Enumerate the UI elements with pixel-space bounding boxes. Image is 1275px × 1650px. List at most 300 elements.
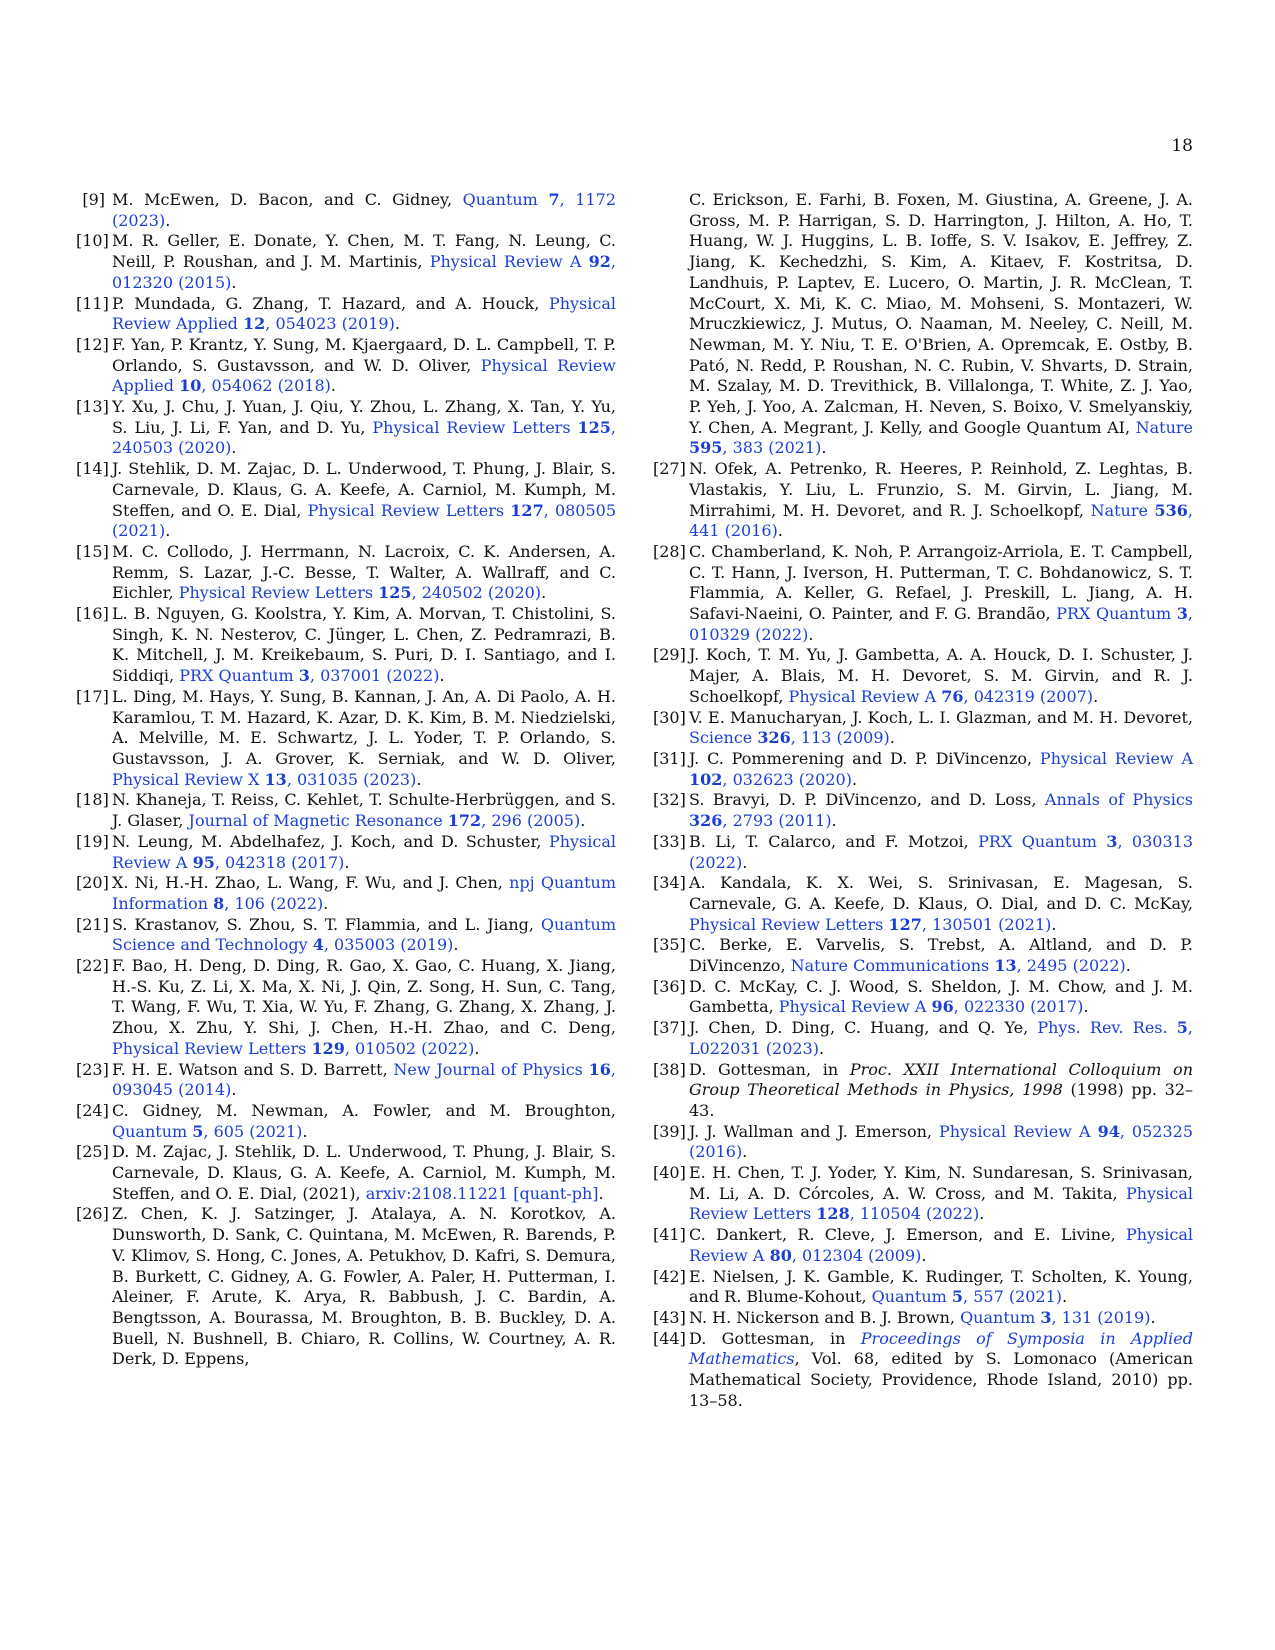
pages-year: , 2495 (2022) — [1016, 956, 1126, 976]
pages-year: , 605 (2021) — [203, 1121, 303, 1141]
reference-number: [23] — [76, 1059, 109, 1079]
period: . — [1125, 956, 1131, 976]
period: . — [742, 1142, 748, 1162]
period: . — [1062, 1287, 1068, 1307]
journal-name: PRX Quantum — [1056, 604, 1172, 624]
reference-authors: C. Erickson, E. Farhi, B. Foxen, M. Giustina, A. Greene, J. A. Gross, M. P. Harrigan, S. D. Harrington, J. Hilton, A. Ho, T. Huang, W. J. Huggins, L. B. Ioffe, S. V. Isakov, E. Jeffrey, Z. Jiang, K. Kechedzhi, S. Kim, A. Kitaev, F. Kostritsa, D. Landhuis, P. Laptev, E. Lucero, O. Martin, J. R. McClean, T. McCourt, X. Mi, K. C. Miao, M. Mohseni, S. Montazeri, W. Mruczkiewicz, J. Mutus, O. Naaman, M. Neeley, C. Neill, M. Newman, M. Y. Niu, T. E. O'Brien, A. Opremcak, E. Ostby, B. Pató, N. Redd, P. Roushan, N. C. Rubin, V. Shvarts, D. Strain, M. Szalay, M. D. Trevithick, B. Villalonga, T. White, Z. J. Yao, P. Yeh, J. Yoo, A. Zalcman, H. Neven, S. Boixo, V. Smelyanskiy, Y. Chen, A. Megrant, J. Kelly, and Google Quantum AI, — [689, 190, 1193, 437]
reference-authors: C. Chamberland, K. Noh, P. Arrangoiz-Arriola, E. T. Campbell, C. T. Hann, J. Iverson, H. Putterman, T. C. Bohdanowicz, S. T. Flammia, A. Keller, G. Refael, J. Preskill, L. Jiang, A. H. Safavi-Naeini, O. Painter, and F. G. Brandão, — [689, 541, 1193, 624]
reference-entry — [653, 459, 1193, 542]
reference-number: [21] — [76, 914, 109, 934]
reference-authors: D. Gottesman, in — [689, 1328, 861, 1348]
period: . — [979, 1204, 985, 1224]
journal-name: Physical Review X — [112, 769, 260, 789]
reference-entry — [76, 832, 616, 873]
period: . — [439, 666, 445, 686]
reference-number: [29] — [653, 645, 686, 665]
journal-name: Physical Review Applied — [112, 293, 616, 334]
reference-text — [689, 935, 1193, 976]
journal-name: Annals of Physics — [1044, 790, 1194, 810]
reference-authors: J. J. Wallman and J. Emerson, — [689, 1121, 940, 1141]
journal-name: Nature — [1135, 417, 1193, 437]
journal-name: Nature — [1090, 500, 1148, 520]
reference-text — [112, 873, 616, 914]
reference-authors: E. H. Chen, T. J. Yoder, Y. Kim, N. Sundaresan, S. Srinivasan, M. Li, A. D. Córcoles, A. W. Cross, and M. Takita, — [689, 1163, 1193, 1203]
reference-number: [41] — [653, 1225, 686, 1245]
reference-entry — [653, 1308, 1193, 1329]
reference-entry — [653, 1225, 1193, 1266]
reference-text — [689, 1060, 1193, 1122]
reference-authors: C. Gidney, M. Newman, A. Fowler, and M. Broughton, — [112, 1100, 616, 1120]
reference-entry — [76, 542, 616, 604]
volume-number: 326 — [689, 811, 723, 831]
reference-entry — [76, 459, 616, 542]
journal-name: Physical Review A — [689, 1225, 1193, 1265]
pages-year: , 054062 (2018) — [201, 376, 331, 396]
volume-number: 125 — [577, 417, 611, 437]
page-number: 18 — [1171, 136, 1193, 156]
reference-entry — [76, 1101, 616, 1142]
reference-text — [112, 687, 616, 791]
reference-entry — [653, 1163, 1193, 1225]
reference-number: [20] — [76, 873, 109, 893]
period: . — [831, 811, 837, 831]
reference-text — [689, 1225, 1193, 1266]
reference-entry — [76, 231, 616, 293]
reference-number: [42] — [653, 1266, 686, 1286]
volume-number: 3 — [1176, 604, 1188, 624]
pages-year: , 110504 (2022) — [849, 1204, 980, 1224]
period: . — [1150, 1307, 1156, 1327]
volume-number: 326 — [757, 728, 791, 748]
volume-number: 3 — [1106, 831, 1118, 851]
period: . — [777, 521, 783, 541]
reference-authors: L. Ding, M. Hays, Y. Sung, B. Kannan, J. An, A. Di Paolo, A. H. Karamlou, T. M. Hazard, K. Azar, D. K. Kim, B. M. Niedzielski, A. Melville, M. E. Schwartz, J. L. Yoder, T. P. Orlando, S. Gustavsson, J. A. Grover, K. Serniak, and W. D. Oliver, — [112, 686, 616, 768]
pages-year: , 032623 (2020) — [722, 769, 852, 789]
volume-number: 129 — [311, 1038, 345, 1058]
volume-number: 95 — [192, 852, 215, 872]
reference-entry — [653, 749, 1193, 790]
volume-number: 5 — [192, 1121, 204, 1141]
reference-authors: M. McEwen, D. Bacon, and C. Gidney, — [112, 190, 463, 209]
reference-entry — [76, 604, 616, 687]
reference-authors: Y. Xu, J. Chu, J. Yuan, J. Qiu, Y. Zhou, L. Zhang, X. Tan, Y. Yu, S. Liu, J. Li, F. Yan, and D. Yu, — [112, 397, 616, 437]
reference-entry — [76, 873, 616, 914]
reference-authors: N. H. Nickerson and B. J. Brown, — [689, 1307, 961, 1327]
reference-text — [689, 542, 1193, 646]
reference-authors: N. Ofek, A. Petrenko, R. Heeres, P. Reinhold, Z. Leghtas, B. Vlastakis, Y. Liu, L. Frunzio, S. M. Girvin, L. Jiang, M. Mirrahimi, M. H. Devoret, and R. J. Schoelkopf, — [689, 459, 1193, 520]
volume-number: 76 — [941, 686, 964, 706]
pages-year: , 010502 (2022) — [344, 1038, 475, 1058]
period: . — [819, 1038, 825, 1058]
pages-year: , 441 (2016) — [689, 500, 1194, 541]
reference-entry — [76, 190, 616, 231]
reference-entry — [653, 645, 1193, 707]
proceedings-title: Proceedings of Symposia in Applied Mathematics — [689, 1328, 1193, 1369]
period: . — [231, 272, 237, 292]
journal-name: Phys. Rev. Res. — [1037, 1018, 1168, 1038]
reference-number: [16] — [76, 604, 109, 624]
reference-text — [112, 1204, 616, 1370]
reference-text — [112, 1101, 616, 1142]
reference-entry — [76, 1060, 616, 1101]
period: . — [231, 1080, 237, 1100]
volume-number: 10 — [179, 376, 202, 396]
period: . — [851, 769, 858, 789]
reference-text — [689, 1308, 1193, 1329]
pages-year: , 012304 (2009) — [791, 1245, 922, 1265]
reference-text — [689, 1122, 1193, 1163]
references-left-column — [76, 190, 616, 1370]
pages-year: , 106 (2022) — [224, 893, 324, 913]
pages-year: , 042319 (2007) — [963, 686, 1094, 706]
reference-authors: C. Berke, E. Varvelis, S. Trebst, A. Altland, and D. P. DiVincenzo, — [689, 935, 1193, 976]
reference-text — [689, 1329, 1193, 1412]
volume-number: 127 — [510, 500, 544, 520]
journal-link[interactable] — [960, 1308, 1150, 1327]
journal-name: Physical Review A — [1039, 748, 1193, 768]
reference-entry — [653, 935, 1193, 976]
reference-authors: S. Krastanov, S. Zhou, S. T. Flammia, and L. Jiang, — [112, 914, 541, 934]
reference-number: [13] — [76, 397, 109, 417]
reference-authors: J. Koch, T. M. Yu, J. Gambetta, A. A. Houck, D. I. Schuster, J. Majer, A. Blais, M. H. Devoret, S. M. Girvin, and R. J. Schoelkopf, — [689, 645, 1193, 706]
period: . — [541, 583, 547, 603]
reference-number: [43] — [653, 1307, 686, 1327]
reference-authors: J. Chen, D. Ding, C. Huang, and Q. Ye, — [689, 1018, 1038, 1038]
reference-entry — [653, 977, 1193, 1018]
reference-text — [689, 1018, 1193, 1059]
reference-entry — [653, 542, 1193, 646]
reference-number: [27] — [653, 459, 686, 479]
period: . — [808, 624, 814, 644]
reference-number: [36] — [653, 976, 686, 996]
reference-text — [112, 1142, 616, 1204]
journal-link[interactable] — [791, 956, 1126, 975]
reference-number: [33] — [653, 831, 686, 851]
period: . — [394, 314, 400, 334]
reference-number: [37] — [653, 1018, 686, 1038]
pages-year: , 054023 (2019) — [265, 314, 395, 334]
reference-text — [112, 190, 616, 231]
period: . — [323, 893, 329, 913]
reference-authors: M. C. Collodo, J. Herrmann, N. Lacroix, C. K. Andersen, A. Remm, S. Lazar, J.-C. Besse, T. Walter, A. Wallraff, and C. Eichler, — [112, 541, 616, 603]
reference-authors: S. Bravyi, D. P. DiVincenzo, and D. Loss, — [689, 790, 1045, 810]
reference-number: [35] — [653, 935, 686, 955]
pages-year: , 030313 (2022) — [689, 831, 1194, 872]
journal-link[interactable] — [112, 1122, 302, 1141]
volume-number: 3 — [298, 666, 310, 686]
journal-name: npj Quantum Information — [112, 873, 616, 913]
reference-text — [689, 873, 1193, 935]
reference-number: [30] — [653, 707, 686, 727]
period: . — [330, 376, 336, 396]
volume-number: 80 — [769, 1245, 792, 1265]
journal-name: Physical Review A — [778, 997, 927, 1017]
pages-year: , 383 (2021) — [722, 438, 822, 458]
reference-entry — [76, 335, 616, 397]
journal-name: Science — [689, 728, 753, 748]
reference-text — [112, 1060, 616, 1101]
reference-authors: C. Dankert, R. Cleve, J. Emerson, and E. Livine, — [689, 1225, 1126, 1245]
pages-year: , 031035 (2023) — [286, 769, 417, 789]
references-right-column — [653, 190, 1193, 1411]
reference-text — [112, 832, 616, 873]
journal-name: Quantum — [462, 190, 538, 209]
volume-number: 125 — [378, 583, 412, 603]
publication-details: (1998) pp. 32–43. — [689, 1080, 1194, 1120]
reference-entry — [653, 790, 1193, 831]
volume-number: 16 — [588, 1059, 611, 1079]
period: . — [416, 769, 422, 789]
journal-name: Physical Review A — [788, 686, 937, 706]
reference-text — [112, 231, 616, 293]
volume-number: 127 — [888, 914, 922, 934]
pages-year: , 113 (2009) — [790, 728, 890, 748]
reference-text — [112, 790, 616, 831]
reference-text — [689, 1267, 1193, 1308]
pages-year: , 035003 (2019) — [323, 935, 454, 955]
reference-text — [112, 459, 616, 542]
reference-authors: B. Li, T. Calarco, and F. Motzoi, — [689, 831, 979, 851]
volume-number: 595 — [689, 438, 723, 458]
journal-link[interactable] — [189, 811, 581, 830]
reference-text — [689, 459, 1193, 542]
reference-authors: V. E. Manucharyan, J. Koch, L. I. Glazman, and M. H. Devoret, — [689, 707, 1193, 727]
reference-authors: P. Mundada, G. Zhang, T. Hazard, and A. Houck, — [112, 293, 549, 313]
volume-number: 102 — [689, 769, 723, 789]
reference-authors: J. C. Pommerening and D. P. DiVincenzo, — [689, 748, 1040, 768]
period: . — [231, 438, 237, 458]
reference-number: [39] — [653, 1121, 686, 1141]
reference-number: [40] — [653, 1163, 686, 1183]
journal-link[interactable] — [179, 666, 439, 685]
reference-authors: E. Nielsen, J. K. Gamble, K. Rudinger, T. Scholten, K. Young, and R. Blume-Kohout, — [689, 1266, 1193, 1307]
journal-name: Journal of Magnetic Resonance — [188, 811, 443, 831]
period: . — [889, 728, 895, 748]
reference-authors: L. B. Nguyen, G. Koolstra, Y. Kim, A. Morvan, T. Chistolini, S. Singh, K. N. Nesterov, C. Jünger, L. Chen, Z. Pedramrazi, B. K. Mitchell, J. M. Kreikebaum, S. Puri, D. I. Santiago, and I. Siddiqi, — [112, 604, 616, 686]
period: . — [598, 1183, 604, 1203]
period: . — [302, 1121, 308, 1141]
pages-year: , 052325 (2016) — [689, 1121, 1194, 1162]
reference-entry — [76, 790, 616, 831]
reference-entry — [653, 1122, 1193, 1163]
volume-number: 8 — [213, 893, 225, 913]
reference-number: [44] — [653, 1328, 686, 1348]
reference-entry — [653, 832, 1193, 873]
reference-number: [34] — [653, 873, 686, 893]
period: . — [474, 1038, 480, 1058]
reference-text — [112, 294, 616, 335]
journal-link[interactable] — [779, 997, 1084, 1016]
reference-number: [24] — [76, 1100, 109, 1120]
volume-number: 13 — [994, 956, 1017, 976]
reference-entry — [653, 1267, 1193, 1308]
reference-number: [15] — [76, 541, 109, 561]
reference-number: [10] — [76, 231, 109, 251]
pages-year: , 093045 (2014) — [112, 1059, 616, 1100]
reference-entry — [76, 1142, 616, 1204]
reference-number: [9] — [82, 190, 105, 209]
reference-authors: F. Yan, P. Krantz, Y. Sung, M. Kjaergaard, D. L. Campbell, T. P. Orlando, S. Gustavsson, and W. D. Oliver, — [112, 334, 616, 375]
journal-name: Physical Review Letters — [689, 914, 884, 934]
reference-authors: N. Khaneja, T. Reiss, C. Kehlet, T. Schulte-Herbrüggen, and S. J. Glaser, — [112, 790, 616, 831]
reference-number: [25] — [76, 1142, 109, 1162]
reference-entry — [653, 873, 1193, 935]
arxiv-link[interactable]: arxiv:2108.11221 [quant-ph] — [365, 1183, 599, 1203]
volume-number: 7 — [548, 190, 560, 209]
reference-authors: D. M. Zajac, J. Stehlik, D. L. Underwood, T. Phung, J. Blair, S. Carnevale, D. Klaus, G. A. Keefe, A. Carniol, M. Kumph, M. Steffen, and O. E. Dial, (2021), — [112, 1142, 616, 1203]
reference-number: [31] — [653, 748, 686, 768]
period: . — [1083, 997, 1089, 1017]
period: . — [821, 438, 827, 458]
reference-text — [112, 397, 616, 459]
reference-entry — [76, 956, 616, 1060]
reference-number: [12] — [76, 334, 109, 354]
proceedings-title: Proc. XXII International Colloquium on Group Theoretical Methods in Physics, 1998 — [689, 1059, 1193, 1100]
volume-number: 94 — [1097, 1121, 1120, 1141]
reference-entry — [653, 1329, 1193, 1412]
volume-number: 3 — [1040, 1307, 1052, 1327]
reference-entry — [653, 190, 1193, 459]
pages-year: , 010329 (2022) — [689, 604, 1194, 644]
reference-text — [689, 977, 1193, 1018]
reference-number: [14] — [76, 459, 109, 479]
volume-number: 128 — [816, 1204, 850, 1224]
journal-name: Physical Review Letters — [689, 1183, 1193, 1224]
pages-year: , 2793 (2011) — [722, 811, 832, 831]
reference-text — [112, 956, 616, 1060]
reference-authors: A. Kandala, K. X. Wei, S. Srinivasan, E. Magesan, S. Carnevale, G. A. Keefe, D. Klaus, O. Dial, and D. C. McKay, — [689, 873, 1193, 913]
reference-text — [689, 190, 1193, 459]
reference-number: [17] — [76, 686, 109, 706]
journal-name: Quantum — [871, 1287, 947, 1307]
reference-entry — [76, 294, 616, 335]
reference-number: [18] — [76, 790, 109, 810]
reference-number: [32] — [653, 790, 686, 810]
journal-name: PRX Quantum — [978, 831, 1097, 851]
journal-link[interactable] — [179, 583, 541, 602]
pages-year: , 042318 (2017) — [214, 852, 345, 872]
journal-name: PRX Quantum — [179, 666, 294, 686]
journal-name: Quantum Science and Technology — [112, 914, 616, 955]
journal-link[interactable] — [689, 915, 1051, 934]
period: . — [453, 935, 459, 955]
reference-text — [112, 604, 616, 687]
period: . — [165, 521, 171, 541]
period: . — [344, 852, 350, 872]
reference-entry — [653, 1018, 1193, 1059]
reference-authors: D. C. McKay, C. J. Wood, S. Sheldon, J. M. Chow, and J. M. Gambetta, — [689, 976, 1193, 1017]
pages-year: , 022330 (2017) — [953, 997, 1084, 1017]
reference-number: [19] — [76, 831, 109, 851]
volume-number: 92 — [588, 252, 611, 272]
reference-entry — [653, 708, 1193, 749]
reference-text — [112, 542, 616, 604]
volume-number: 13 — [264, 769, 287, 789]
reference-text — [689, 1163, 1193, 1225]
reference-authors: D. Gottesman, in — [689, 1059, 850, 1079]
volume-number: 536 — [1154, 500, 1188, 520]
reference-number: [28] — [653, 541, 686, 561]
period: . — [165, 210, 171, 230]
reference-text — [689, 749, 1193, 790]
pages-year: , 557 (2021) — [963, 1287, 1063, 1307]
reference-text — [689, 790, 1193, 831]
journal-name: Physical Review Applied — [112, 355, 616, 396]
reference-number: [22] — [76, 956, 109, 976]
reference-authors: N. Leung, M. Abdelhafez, J. Koch, and D. Schuster, — [112, 831, 549, 851]
journal-name: Physical Review A — [112, 831, 616, 872]
pages-year: , 296 (2005) — [481, 811, 581, 831]
journal-name: Physical Review A — [429, 252, 582, 272]
journal-name: Physical Review Letters — [372, 417, 571, 437]
journal-link[interactable] — [112, 770, 416, 789]
journal-name: New Journal of Physics — [393, 1059, 583, 1079]
journal-name: Quantum — [112, 1121, 188, 1141]
reference-authors: Z. Chen, K. J. Satzinger, J. Atalaya, A. N. Korotkov, A. Dunsworth, D. Sank, C. Quintana, M. McEwen, R. Barends, P. V. Klimov, S. Hong, C. Jones, A. Petukhov, D. Kafri, S. Demura, B. Burkett, C. Gidney, A. G. Fowler, A. Paler, H. Putterman, I. Aleiner, F. Arute, K. Arya, R. Babbush, J. C. Bardin, A. Bengtsson, A. Bourassa, M. Broughton, B. B. Buckley, D. A. Buell, N. Bushnell, B. Chiaro, R. Collins, W. Courtney, A. R. Derk, D. Eppens, — [112, 1204, 616, 1369]
pages-year: , 037001 (2022) — [309, 666, 440, 686]
reference-authors: F. H. E. Watson and S. D. Barrett, — [112, 1059, 394, 1079]
reference-text — [689, 832, 1193, 873]
reference-text — [689, 708, 1193, 749]
period: . — [1093, 686, 1099, 706]
journal-name: Nature Communications — [790, 956, 990, 976]
period: . — [921, 1245, 927, 1265]
pages-year: , L022031 (2023) — [689, 1018, 1193, 1058]
reference-number: [26] — [76, 1204, 109, 1224]
reference-authors: J. Stehlik, D. M. Zajac, D. L. Underwood, T. Phung, J. Blair, S. Carnevale, D. Klaus, G. A. Keefe, A. Carniol, M. Kumph, M. Steffen, and O. E. Dial, — [112, 459, 616, 520]
pages-year: , 240502 (2020) — [411, 583, 542, 603]
reference-entry — [653, 1060, 1193, 1122]
reference-number: [38] — [653, 1059, 686, 1079]
period: . — [742, 852, 748, 872]
reference-entry — [76, 915, 616, 956]
reference-entry — [76, 397, 616, 459]
reference-authors: F. Bao, H. Deng, D. Ding, R. Gao, X. Gao, C. Huang, X. Jiang, H.-S. Ku, Z. Li, X. Ma, X. Ni, J. Qin, Z. Song, H. Sun, C. Tang, T. Wang, F. Wu, T. Xia, W. Yu, F. Zhang, G. Zhang, X. Zhang, J. Zhou, X. Zhu, Y. Shi, J. Chen, H.-H. Zhao, and C. Deng, — [112, 956, 616, 1038]
journal-link[interactable] — [872, 1287, 1062, 1306]
publication-details: , Vol. 68, edited by S. Lomonaco (American Mathematical Society, Providence, Rhode Island, 2010) pp. 13–58. — [689, 1349, 1193, 1410]
pages-year: , 012320 (2015) — [112, 252, 616, 292]
volume-number: 96 — [931, 997, 954, 1017]
reference-text — [112, 335, 616, 397]
volume-number: 5 — [1176, 1018, 1188, 1038]
journal-name: Physical Review A — [939, 1121, 1091, 1141]
pages-year: , 130501 (2021) — [921, 914, 1052, 934]
reference-entry — [76, 687, 616, 791]
reference-authors: M. R. Geller, E. Donate, Y. Chen, M. T. Fang, N. Leung, C. Neill, P. Roushan, and J. M. Martinis, — [112, 231, 616, 272]
reference-authors: X. Ni, H.-H. Zhao, L. Wang, F. Wu, and J. Chen, — [112, 873, 510, 893]
journal-name: Physical Review Letters — [112, 1038, 307, 1058]
reference-entry — [76, 1204, 616, 1370]
journal-link[interactable] — [689, 728, 890, 747]
journal-name: Physical Review Letters — [307, 500, 505, 520]
reference-text — [112, 915, 616, 956]
pages-year: , 1172 (2023) — [112, 190, 617, 230]
pages-year: , 131 (2019) — [1051, 1307, 1151, 1327]
reference-number: [11] — [76, 293, 109, 313]
volume-number: 5 — [951, 1287, 964, 1307]
journal-name: Quantum — [960, 1307, 1036, 1327]
pages-year: , 240503 (2020) — [112, 417, 617, 458]
pages-year: , 080505 (2021) — [112, 500, 617, 541]
volume-number: 4 — [312, 935, 324, 955]
volume-number: 172 — [447, 811, 482, 831]
period: . — [1051, 914, 1057, 934]
reference-text — [689, 645, 1193, 707]
journal-link[interactable] — [112, 1039, 474, 1058]
journal-name: Physical Review Letters — [178, 583, 374, 603]
journal-link[interactable] — [789, 687, 1094, 706]
period: . — [580, 811, 586, 831]
